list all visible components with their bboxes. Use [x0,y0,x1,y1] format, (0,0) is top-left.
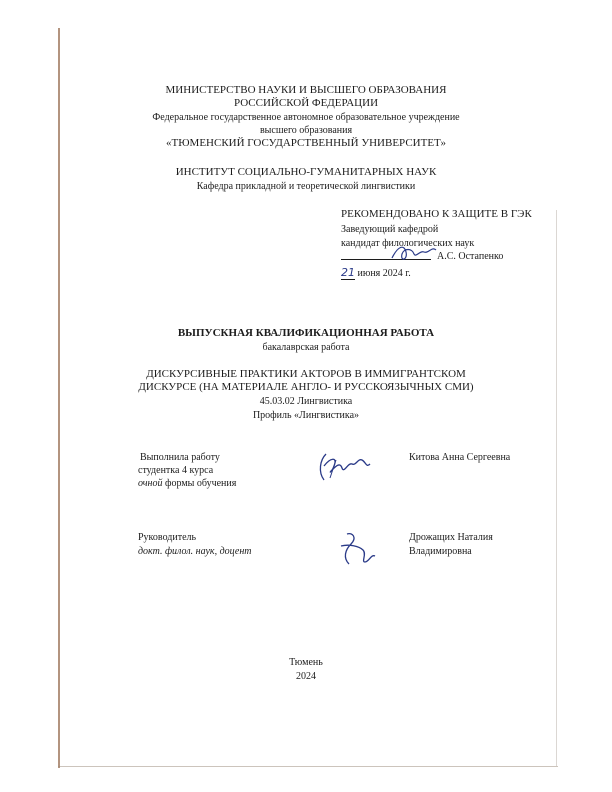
approval-heading: РЕКОМЕНДОВАНО К ЗАЩИТЕ В ГЭК [341,208,532,220]
supervisor-signature-icon [335,528,381,570]
work-level: бакалаврская работа [262,342,350,353]
author-study-form [138,477,236,490]
topic-line-1: ДИСКУРСИВНЫЕ ПРАКТИКИ АКТОРОВ В ИММИГРАНТСКОМ [146,368,466,380]
topic-line-2: ДИСКУРСЕ (НА МАТЕРИАЛЕ АНГЛО- И РУССКОЯЗЫЧНЫХ СМИ) [138,381,474,393]
approval-date-rest: июня 2024 г. [357,268,411,279]
approval-date [341,266,411,280]
institute-name: ИНСТИТУТ СОЦИАЛЬНО-ГУМАНИТАРНЫХ НАУК [175,166,437,178]
supervisor-name-line-2: Владимировна [409,546,472,557]
supervisor-label: Руководитель [138,532,197,543]
institution-type-line-2: высшего образования [259,125,353,136]
year: 2024 [296,671,316,682]
program-profile: Профиль «Лингвистика» [252,410,360,421]
approval-position: Заведующий кафедрой [341,224,439,235]
supervisor-name-line-1: Дрожащих Наталия [409,532,493,543]
author-signature-icon [312,448,380,488]
author-label-line-1: Выполнила работу [140,452,220,463]
scan-edge-bottom [58,766,558,767]
author-name: Китова Анна Сергеевна [409,452,511,463]
university-name: «ТЮМЕНСКИЙ ГОСУДАРСТВЕННЫЙ УНИВЕРСИТЕТ» [166,137,446,149]
approval-degree: кандидат филологических наук [341,238,475,249]
author-label-line-2: студентка 4 курса [138,465,214,476]
ministry-line-2: РОССИЙСКОЙ ФЕДЕРАЦИИ [233,97,379,109]
approval-name: А.С. Остапенко [437,251,504,262]
program-code: 45.03.02 Лингвистика [259,396,353,407]
city: Тюмень [289,657,323,668]
supervisor-title: докт. филол. наук, доцент [138,546,252,557]
work-type: ВЫПУСКНАЯ КВАЛИФИКАЦИОННАЯ РАБОТА [177,327,435,339]
ministry-line-1: МИНИСТЕРСТВО НАУКИ И ВЫСШЕГО ОБРАЗОВАНИЯ [165,84,447,96]
institution-type-line-1: Федеральное государственное автономное образовательное учреждение [152,112,460,123]
approval-date-day: 21 [341,266,355,279]
author-study-form-italic: очной [138,478,163,489]
department-name: Кафедра прикладной и теоретической лингвистики [196,181,416,192]
author-study-form-rest: формы обучения [164,478,237,489]
